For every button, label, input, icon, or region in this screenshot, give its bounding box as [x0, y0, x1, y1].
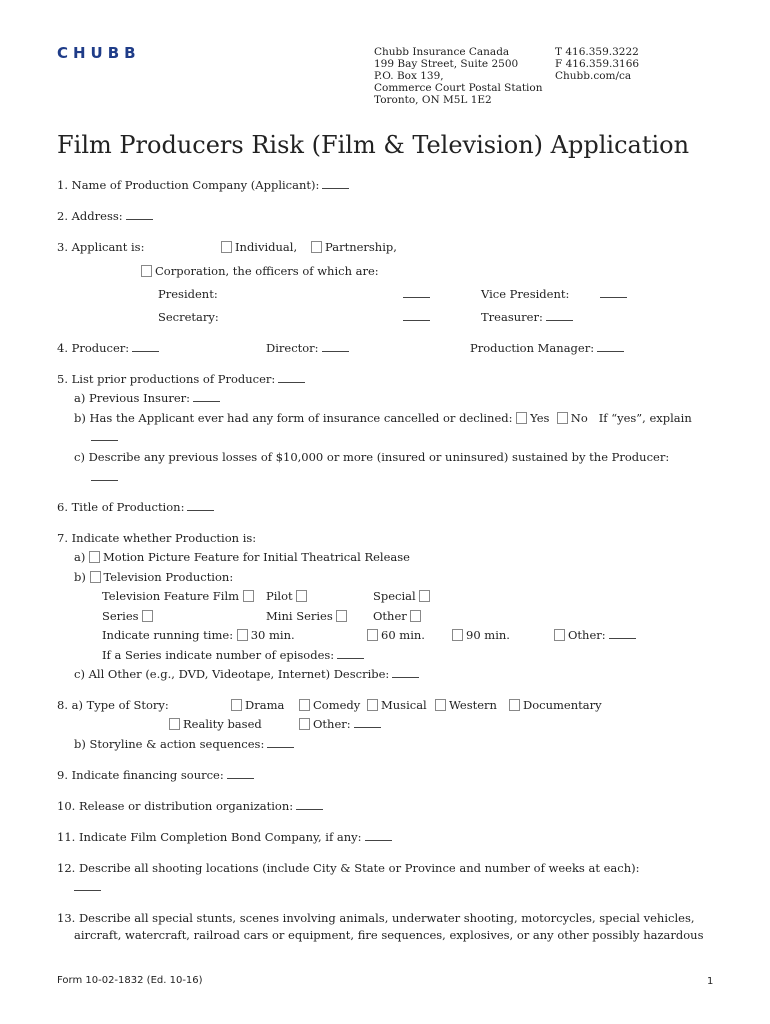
- q7c-field: [74, 667, 419, 681]
- q9-input[interactable]: [227, 768, 254, 779]
- reality-label: Reality based: [183, 717, 262, 731]
- q5a-previous-insurer: [74, 391, 220, 405]
- q5-input[interactable]: [278, 372, 305, 383]
- q1-company-name: [57, 178, 349, 192]
- q8b-input[interactable]: [267, 737, 294, 748]
- time-90-label: 90 min.: [466, 628, 510, 642]
- comedy-label: Comedy: [313, 698, 361, 712]
- individual-label: Individual,: [235, 240, 298, 254]
- q5b-yes-label: Yes: [530, 411, 550, 425]
- director-input[interactable]: [322, 341, 349, 352]
- special-checkbox[interactable]: [419, 590, 430, 602]
- mini-series-checkbox[interactable]: [336, 610, 347, 622]
- q9-label: 9. Indicate financing source:: [57, 768, 224, 782]
- q7-label: 7. Indicate whether Production is:: [57, 531, 257, 545]
- q7b-prefix: b): [74, 570, 86, 584]
- q5b-no-checkbox[interactable]: [557, 412, 568, 424]
- q5a-label: a) Previous Insurer:: [74, 391, 191, 405]
- time-other-label: Other:: [568, 628, 606, 642]
- documentary-option: [509, 698, 602, 712]
- producer-label: 4. Producer:: [57, 341, 130, 355]
- time-other-checkbox[interactable]: [554, 629, 565, 641]
- time-90-option: [452, 628, 510, 642]
- partnership-label: Partnership,: [325, 240, 397, 254]
- time-30-label: 30 min.: [250, 628, 295, 642]
- time-other-option: [554, 628, 636, 642]
- time-60-checkbox[interactable]: [367, 629, 378, 641]
- q11-field: [57, 830, 392, 844]
- special-option: [373, 589, 433, 603]
- documentary-label: Documentary: [523, 698, 602, 712]
- drama-option: [231, 698, 284, 712]
- corporation-label: Corporation, the officers of which are:: [155, 264, 379, 278]
- motion-picture-label: Motion Picture Feature for Initial Theatrical Release: [103, 550, 410, 564]
- q9-field: [57, 768, 254, 782]
- vice-president-label: Vice President:: [481, 287, 570, 301]
- q4-producer: [57, 341, 159, 355]
- q7c-label: c) All Other (e.g., DVD, Videotape, Internet) Describe:: [74, 667, 390, 681]
- comedy-checkbox[interactable]: [299, 699, 310, 711]
- story-other-label: Other:: [313, 717, 351, 731]
- address-line: Chubb Insurance Canada: [374, 46, 510, 58]
- q7b-option: [74, 570, 233, 584]
- episodes-field: [102, 648, 364, 662]
- q2-input[interactable]: [126, 209, 153, 220]
- time-60-label: 60 min.: [381, 628, 425, 642]
- president-label: President:: [158, 287, 218, 301]
- q5b-label: b) Has the Applicant ever had any form of insurance cancelled or declined:: [74, 411, 513, 425]
- mini-series-label: Mini Series: [266, 609, 333, 623]
- address-line: Toronto, ON M5L 1E2: [374, 94, 492, 106]
- time-other-input[interactable]: [609, 628, 636, 639]
- running-time-label-wrap: [102, 628, 295, 642]
- q7c-input[interactable]: [392, 667, 419, 678]
- mini-series-option: [266, 609, 350, 623]
- q6-input[interactable]: [187, 500, 214, 511]
- page-title: Film Producers Risk (Film & Television) Application: [57, 131, 690, 159]
- story-other-option: [299, 717, 381, 731]
- q7a-prefix: a): [74, 550, 86, 564]
- q12-input[interactable]: [74, 880, 101, 891]
- q6-label: 6. Title of Production:: [57, 500, 185, 514]
- address-line: Commerce Court Postal Station: [374, 82, 543, 94]
- television-production-label: Television Production:: [103, 570, 234, 584]
- treasurer-input[interactable]: [546, 310, 573, 321]
- phone-number: T 416.359.3222: [555, 46, 639, 58]
- other-label: Other: [373, 609, 407, 623]
- television-production-checkbox[interactable]: [90, 571, 101, 583]
- western-option: [435, 698, 497, 712]
- q11-label: 11. Indicate Film Completion Bond Company, if any:: [57, 830, 362, 844]
- story-other-checkbox[interactable]: [299, 718, 310, 730]
- page-number: 1: [707, 976, 714, 987]
- reality-checkbox[interactable]: [169, 718, 180, 730]
- pilot-option: [266, 589, 310, 603]
- chubb-logo: CHUBB: [57, 44, 141, 62]
- q5a-input[interactable]: [193, 391, 220, 402]
- production-manager-input[interactable]: [597, 341, 624, 352]
- address-line: 199 Bay Street, Suite 2500: [374, 58, 519, 70]
- documentary-checkbox[interactable]: [509, 699, 520, 711]
- treasurer-label: Treasurer:: [481, 310, 543, 324]
- pilot-checkbox[interactable]: [296, 590, 307, 602]
- vice-president-input[interactable]: [600, 287, 627, 298]
- episodes-input[interactable]: [337, 648, 364, 659]
- q5-label: 5. List prior productions of Producer:: [57, 372, 276, 386]
- q5b-yes-checkbox[interactable]: [516, 412, 527, 424]
- episodes-label: If a Series indicate number of episodes:: [102, 648, 335, 662]
- q3-corporation: [141, 264, 379, 278]
- secretary-label: Secretary:: [158, 310, 219, 324]
- drama-label: Drama: [245, 698, 285, 712]
- q2-address: [57, 209, 153, 223]
- q8b-field: [74, 737, 294, 751]
- q8-label: 8. a) Type of Story:: [57, 698, 169, 712]
- series-option: [102, 609, 156, 623]
- q1-label: 1. Name of Production Company (Applicant):: [57, 178, 320, 192]
- time-60-option: [367, 628, 425, 642]
- q5b-explain-input[interactable]: [91, 430, 118, 441]
- q10-field: [57, 799, 323, 813]
- director-label: Director:: [266, 341, 319, 355]
- time-30-checkbox[interactable]: [237, 629, 248, 641]
- other-checkbox[interactable]: [410, 610, 421, 622]
- q5c-label: c) Describe any previous losses of $10,000 or more (insured or uninsured) sustained by the Producer:: [74, 450, 670, 464]
- special-label: Special: [373, 589, 416, 603]
- q4-director: [266, 341, 349, 355]
- individual-checkbox[interactable]: [221, 241, 232, 253]
- q8b-label: b) Storyline & action sequences:: [74, 737, 265, 751]
- musical-checkbox[interactable]: [367, 699, 378, 711]
- q7a-option: [74, 550, 410, 564]
- q5c-input[interactable]: [91, 470, 118, 481]
- time-90-checkbox[interactable]: [452, 629, 463, 641]
- company-contact: [555, 46, 639, 82]
- q11-input[interactable]: [365, 830, 392, 841]
- story-other-input[interactable]: [354, 717, 381, 728]
- fax-number: F 416.359.3166: [555, 58, 640, 70]
- corporation-checkbox[interactable]: [141, 265, 152, 277]
- motion-picture-checkbox[interactable]: [89, 551, 100, 563]
- comedy-option: [299, 698, 360, 712]
- tv-feature-label: Television Feature Film: [102, 589, 240, 603]
- company-address: [374, 46, 543, 106]
- q3-partnership: [311, 240, 397, 254]
- president-input[interactable]: [403, 287, 430, 298]
- reality-option: [169, 717, 262, 731]
- tv-feature-checkbox[interactable]: [243, 590, 254, 602]
- musical-label: Musical: [381, 698, 427, 712]
- q2-label: 2. Address:: [57, 209, 123, 223]
- q5b-explain-label: If “yes”, explain: [598, 411, 692, 425]
- treasurer-field: [481, 310, 573, 324]
- western-checkbox[interactable]: [435, 699, 446, 711]
- form-id: Form 10-02-1832 (Ed. 10-16): [57, 975, 203, 986]
- q5b-no-label: No: [570, 411, 588, 425]
- q6-title: [57, 500, 214, 514]
- pilot-label: Pilot: [266, 589, 293, 603]
- running-time-label: Indicate running time:: [102, 628, 234, 642]
- address-line: P.O. Box 139,: [374, 70, 444, 82]
- producer-input[interactable]: [132, 341, 159, 352]
- secretary-input[interactable]: [403, 310, 430, 321]
- series-label: Series: [102, 609, 139, 623]
- musical-option: [367, 698, 427, 712]
- website: Chubb.com/ca: [555, 70, 632, 82]
- q3-individual: [221, 240, 297, 254]
- partnership-checkbox[interactable]: [311, 241, 322, 253]
- other-option: [373, 609, 424, 623]
- drama-checkbox[interactable]: [231, 699, 242, 711]
- tv-feature-option: [102, 589, 257, 603]
- western-label: Western: [449, 698, 497, 712]
- q10-label: 10. Release or distribution organization:: [57, 799, 294, 813]
- q12-label: 12. Describe all shooting locations (include City & State or Province and number of weeks at each):: [57, 861, 640, 875]
- q3-label: 3. Applicant is:: [57, 240, 145, 254]
- production-manager-label: Production Manager:: [470, 341, 595, 355]
- q1-input[interactable]: [322, 178, 349, 189]
- q5-prior-productions: [57, 372, 305, 386]
- series-checkbox[interactable]: [142, 610, 153, 622]
- q5b-cancelled: [74, 411, 692, 425]
- q13-line-1: 13. Describe all special stunts, scenes involving animals, underwater shooting, motorcycles, special vehicles,: [57, 911, 695, 925]
- q4-production-manager: [470, 341, 624, 355]
- q10-input[interactable]: [296, 799, 323, 810]
- q13-line-2: aircraft, watercraft, railroad cars or equipment, fire sequences, explosives, or any other possibly hazardous: [74, 928, 704, 942]
